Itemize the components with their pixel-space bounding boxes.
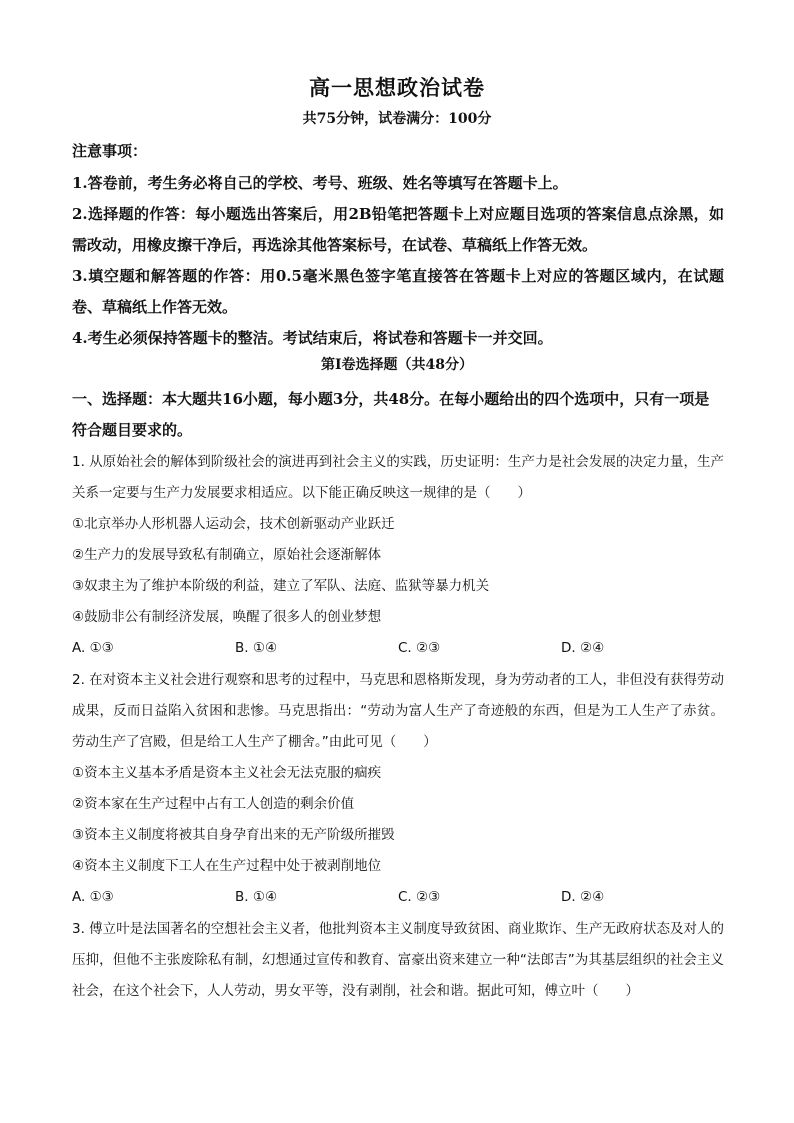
section-intro: 一、选择题：本大题共16小题，每小题3分，共48分。在每小题给出的四个选项中，只有一项是符合题目要求的。 bbox=[72, 390, 710, 439]
question-2 bbox=[72, 665, 724, 913]
question-stem: 2. 在对资本主义社会进行观察和思考的过程中，马克思和恩格斯发现，身为劳动者的工人，非但没有获得劳动成果，反而日益陷入贫困和悲惨。马克思指出：“劳动为富人生产了奇迹般的东西，但是为工人生产了赤贫。劳动生产了宫殿，但是给工人生产了棚舍。”由此可见（ ） bbox=[72, 672, 724, 750]
part-title: 第Ⅰ卷选择题（共48分） bbox=[320, 357, 474, 373]
question-3 bbox=[72, 914, 724, 1007]
answer-options bbox=[72, 882, 724, 913]
option-a: A. ①③ bbox=[72, 889, 114, 905]
notice-item: 1.答卷前，考生务必将自己的学校、考号、班级、姓名等填写在答题卡上。 bbox=[72, 174, 568, 192]
option-d: D. ②④ bbox=[561, 640, 605, 656]
question-1 bbox=[72, 447, 724, 664]
notice-item: 4.考生必须保持答题卡的整洁。考试结束后，将试卷和答题卡一并交回。 bbox=[72, 329, 553, 347]
exam-duration-score: 共75分钟，试卷满分：100分 bbox=[302, 111, 492, 127]
option-b: B. ①④ bbox=[235, 640, 278, 656]
statement-3: ③奴隶主为了维护本阶级的利益，建立了军队、法庭、监狱等暴力机关 bbox=[72, 578, 490, 594]
notice-list bbox=[72, 168, 724, 354]
option-d: D. ②④ bbox=[561, 889, 605, 905]
statement-3: ③资本主义制度将被其自身孕育出来的无产阶级所摧毁 bbox=[72, 827, 395, 843]
notice-heading: 注意事项： bbox=[72, 142, 148, 160]
question-stem: 3. 傅立叶是法国著名的空想社会主义者，他批判资本主义制度导致贫困、商业欺诈、生产无政府状态及对人的压抑，但他不主张废除私有制，幻想通过宣传和教育、富豪出资来建立一种“法郎吉”为其基层组织的社会主义社会，在这个社会下，人人劳动，男女平等，没有剥削，社会和谐。据此可知，傅立叶（ ） bbox=[72, 921, 724, 999]
statement-4: ④资本主义制度下工人在生产过程中处于被剥削地位 bbox=[72, 858, 382, 874]
statement-2: ②资本家在生产过程中占有工人创造的剩余价值 bbox=[72, 796, 355, 812]
question-stem: 1. 从原始社会的解体到阶级社会的演进再到社会主义的实践，历史证明：生产力是社会发展的决定力量，生产关系一定要与生产力发展要求相适应。以下能正确反映这一规律的是（ ） bbox=[72, 454, 724, 501]
statement-1: ①资本主义基本矛盾是资本主义社会无法克服的痼疾 bbox=[72, 765, 382, 781]
option-b: B. ①④ bbox=[235, 889, 278, 905]
statement-4: ④鼓励非公有制经济发展，唤醒了很多人的创业梦想 bbox=[72, 609, 382, 625]
notice-item: 3.填空题和解答题的作答：用0.5毫米黑色签字笔直接答在答题卡上对应的答题区域内，在试题卷、草稿纸上作答无效。 bbox=[72, 267, 724, 316]
option-a: A. ①③ bbox=[72, 640, 114, 656]
option-c: C. ②③ bbox=[398, 640, 441, 656]
statement-2: ②生产力的发展导致私有制确立，原始社会逐渐解体 bbox=[72, 547, 382, 563]
exam-title: 高一思想政治试卷 bbox=[309, 75, 485, 100]
answer-options bbox=[72, 633, 724, 664]
option-c: C. ②③ bbox=[398, 889, 441, 905]
statement-1: ①北京举办人形机器人运动会，技术创新驱动产业跃迁 bbox=[72, 516, 395, 532]
notice-item: 2.选择题的作答：每小题选出答案后，用2B铅笔把答题卡上对应题目选项的答案信息点涂黑，如需改动，用橡皮擦干净后，再选涂其他答案标号，在试卷、草稿纸上作答无效。 bbox=[72, 205, 724, 254]
